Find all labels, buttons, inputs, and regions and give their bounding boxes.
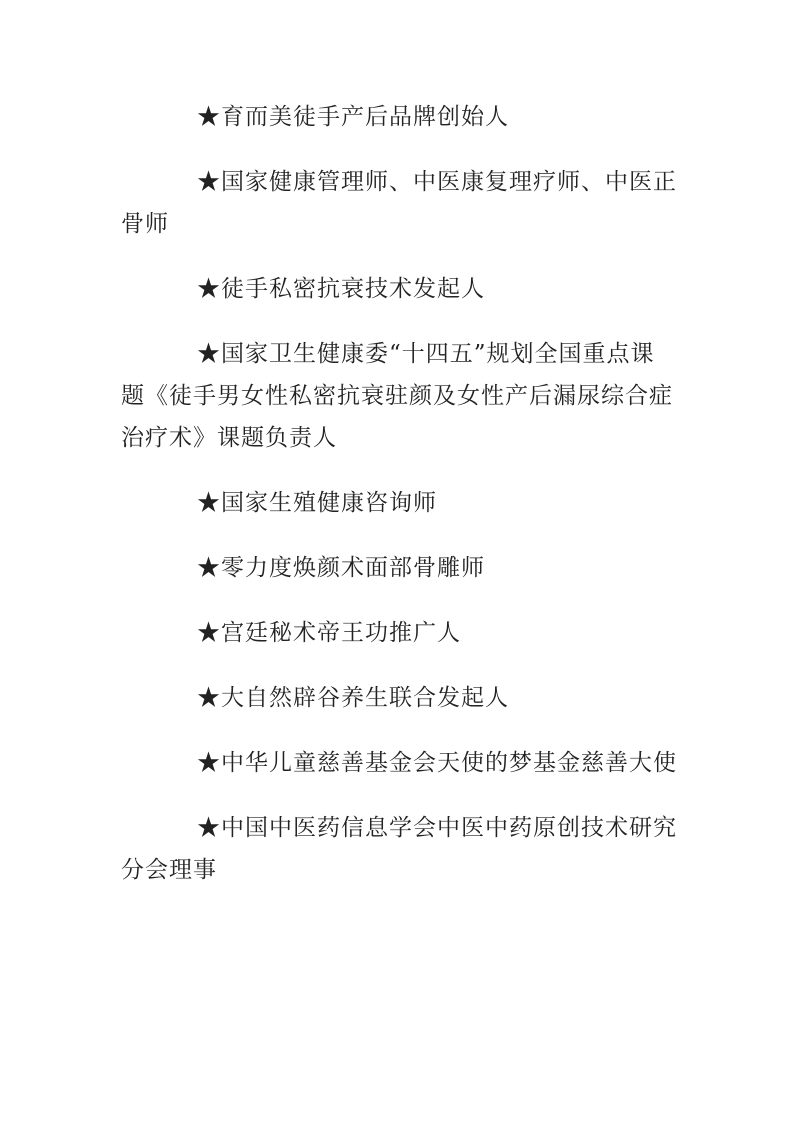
credential-item: ★零力度焕颜术面部骨雕师 [197, 555, 485, 581]
document-page [121, 96, 677, 914]
credential-item: ★国家生殖健康咨询师 [197, 490, 437, 516]
credential-item: ★育而美徒手产后品牌创始人 [197, 104, 509, 130]
credential-item: ★国家健康管理师、中医康复理疗师、中医正骨师 [121, 169, 677, 237]
credential-item: ★大自然辟谷养生联合发起人 [197, 685, 509, 711]
credential-item: ★宫廷秘术帝王功推广人 [197, 620, 461, 646]
credential-item: ★中华儿童慈善基金会天使的梦基金慈善大使 [197, 750, 677, 776]
credential-item: ★国家卫生健康委“十四五”规划全国重点课题《徒手男女性私密抗衰驻颜及女性产后漏尿综合症治疗术》课题负责人 [121, 341, 673, 451]
credential-item: ★徒手私密抗衰技术发起人 [197, 276, 485, 302]
credential-item: ★中国中医药信息学会中医中药原创技术研究分会理事 [121, 815, 677, 883]
